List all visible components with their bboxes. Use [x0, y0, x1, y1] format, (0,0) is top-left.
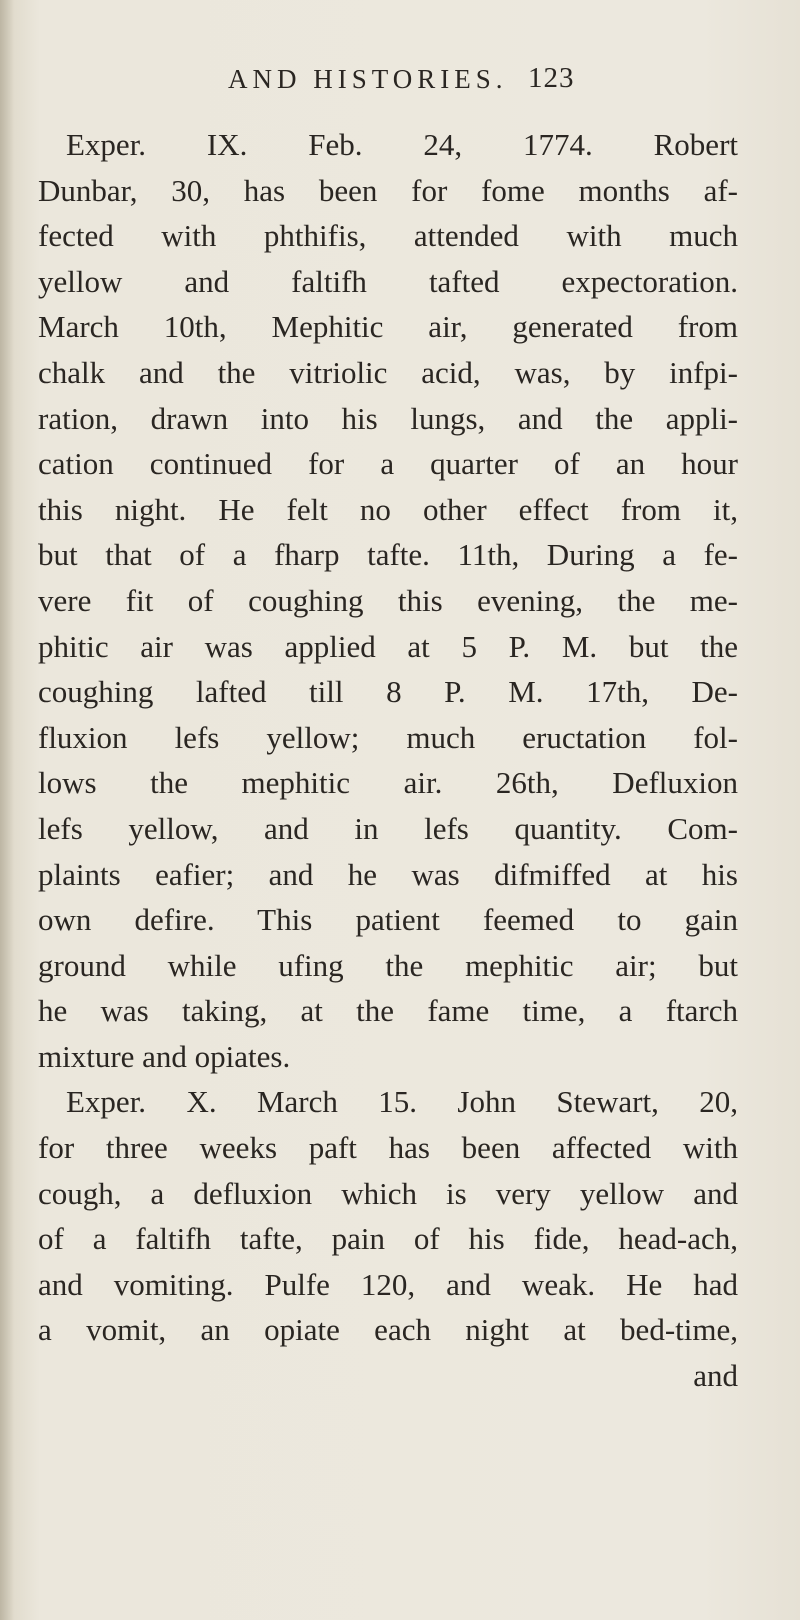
text-line: phitic air was applied at 5 P. M. but the: [38, 628, 738, 664]
text-line: coughing lafted till 8 P. M. 17th, De-: [38, 674, 738, 710]
text-line: ration, drawn into his lungs, and the appli-: [38, 400, 738, 436]
text-line: and vomiting. Pulfe 120, and weak. He had: [38, 1266, 738, 1302]
catchword: and: [693, 1358, 738, 1394]
text-line: Dunbar, 30, has been for fome months af-: [38, 172, 738, 208]
body-text: [38, 122, 738, 1399]
text-line: for three weeks paft has been affected with: [38, 1130, 738, 1166]
text-line: a vomit, an opiate each night at bed-time,: [38, 1312, 738, 1348]
text-line: chalk and the vitriolic acid, was, by infpi-: [38, 354, 738, 390]
text-line: cation continued for a quarter of an hour: [38, 446, 738, 482]
text-line: yellow and faltifh tafted expectoration.: [38, 263, 738, 299]
text-line: vere fit of coughing this evening, the me-: [38, 582, 738, 618]
text-line: but that of a fharp tafte. 11th, During a fe-: [38, 537, 738, 573]
text-line: cough, a defluxion which is very yellow and: [38, 1175, 738, 1211]
text-line: lows the mephitic air. 26th, Defluxion: [38, 765, 738, 801]
page-number: 123: [528, 62, 575, 94]
text-line: Exper. X. March 15. John Stewart, 20,: [66, 1084, 738, 1120]
text-line: this night. He felt no other effect from it,: [38, 491, 738, 527]
text-line: fluxion lefs yellow; much eructation fol-: [38, 719, 738, 755]
text-line: ground while ufing the mephitic air; but: [38, 947, 738, 983]
page-gutter-shadow: [0, 0, 14, 1620]
text-line: plaints eafier; and he was difmiffed at his: [38, 856, 738, 892]
running-head: [228, 64, 588, 104]
text-line: March 10th, Mephitic air, generated from: [38, 309, 738, 345]
running-head-title: AND HISTORIES.: [228, 64, 508, 94]
text-line: lefs yellow, and in lefs quantity. Com-: [38, 810, 738, 846]
text-line: own defire. This patient feemed to gain: [38, 902, 738, 938]
text-line: he was taking, at the fame time, a ftarch: [38, 993, 738, 1029]
text-line: fected with phthifis, attended with much: [38, 218, 738, 254]
text-line: of a faltifh tafte, pain of his fide, head-ach,: [38, 1221, 738, 1257]
text-line: Exper. IX. Feb. 24, 1774. Robert: [66, 127, 738, 162]
text-line: mixture and opiates.: [38, 1038, 291, 1074]
